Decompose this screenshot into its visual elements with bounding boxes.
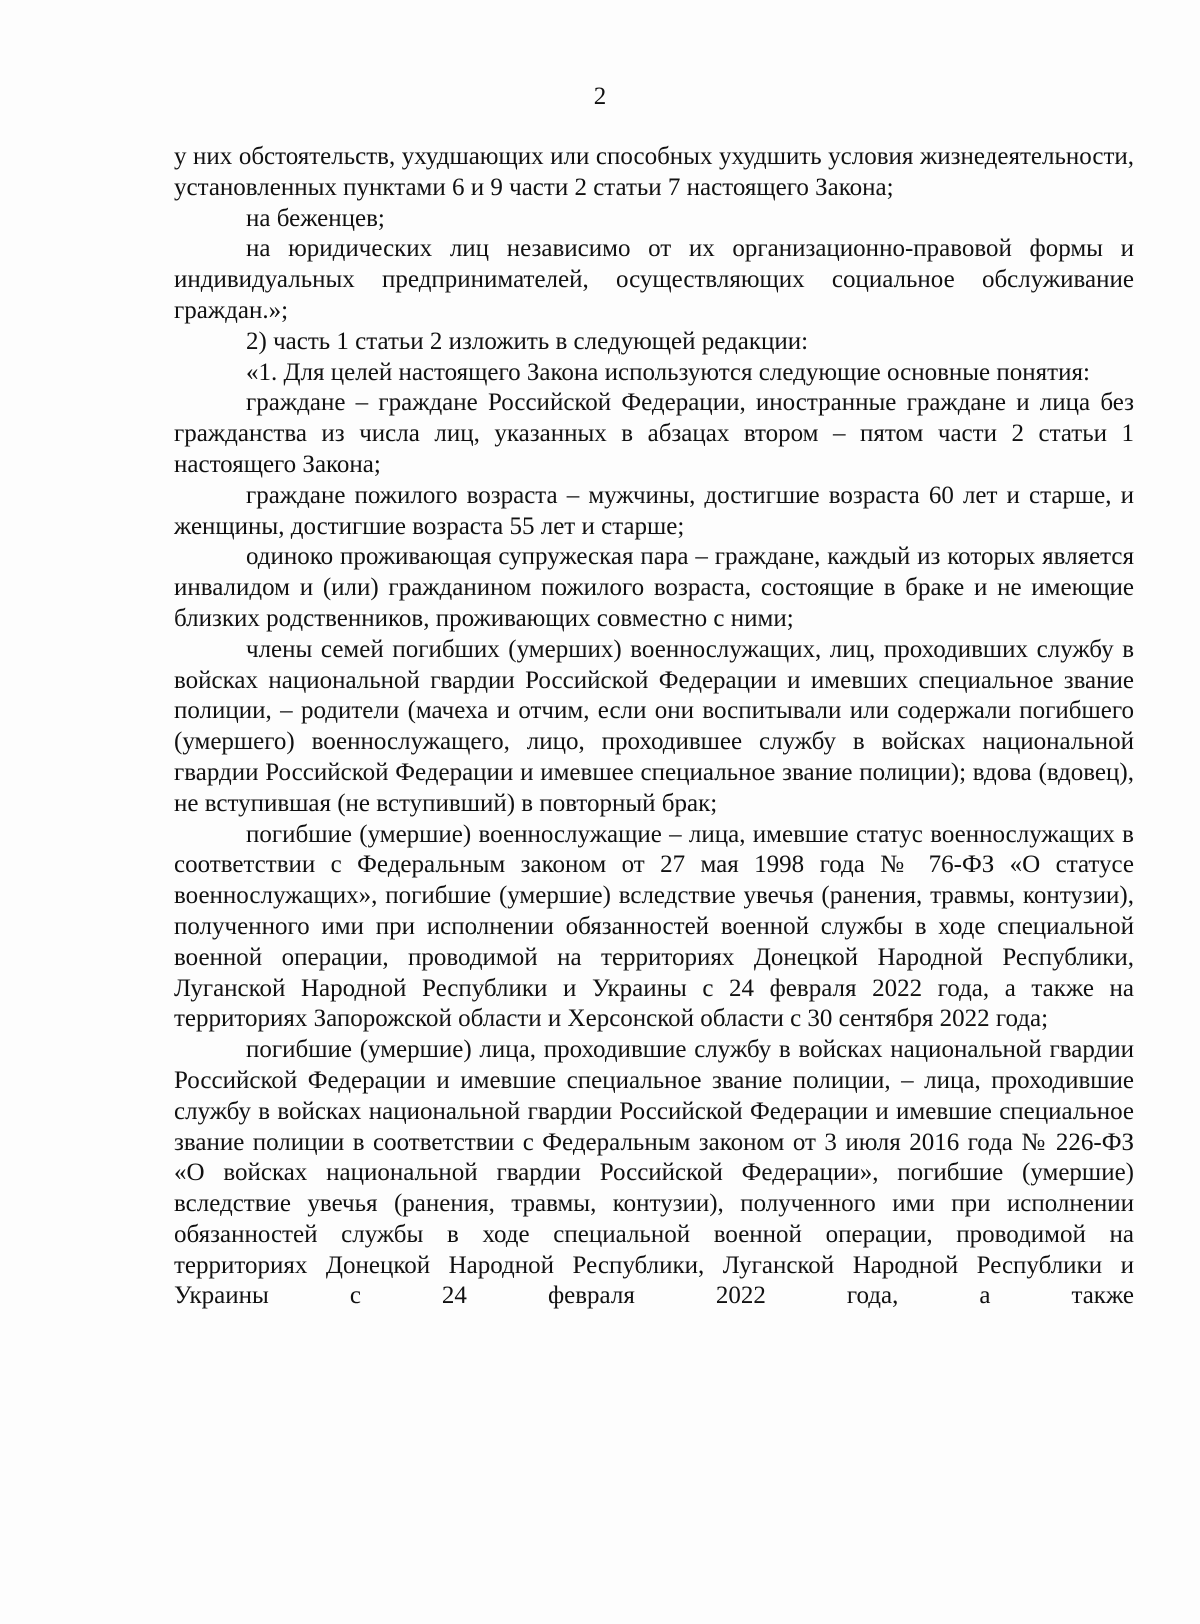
paragraph-refugees: на беженцев;	[246, 204, 385, 232]
paragraph-amendment-item-2: 2) часть 1 статьи 2 изложить в следующей редакции:	[246, 327, 809, 355]
paragraph-definitions-intro: «1. Для целей настоящего Закона используются следующие основные понятия:	[246, 358, 1090, 386]
paragraph-definition-family-members: члены семей погибших (умерших) военнослужащих, лиц, проходивших службу в войсках национальной гвардии Российской Федерации и имевших специальное звание полиции, – родители (мачеха и отчим, если они воспитывали или содержали погибшего (умершего) военнослужащего, лицо, проходившее службу в войсках национальной гвардии Российской Федерации и имевшее специальное звание полиции); вдова (вдовец), не вступившая (не вступивший) в повторный брак;	[174, 635, 1134, 817]
paragraph-legal-entities: на юридических лиц независимо от их организационно-правовой формы и индивидуальных предпринимателей, осуществляющих социальное обслуживание граждан.»;	[174, 235, 1134, 324]
document-body	[174, 142, 1134, 1312]
paragraph-definition-national-guard: погибшие (умершие) лица, проходившие службу в войсках национальной гвардии Российской Федерации и имевшие специальное звание полиции, – лица, проходившие службу в войсках национальной гвардии Российской Федерации и имевшие специальное звание полиции в соответствии с Федеральным законом от 3 июля 2016 года № 226-ФЗ «О войсках национальной гвардии Российской Федерации», погибшие (умершие) вследствие увечья (ранения, травмы, контузии), полученного ими при исполнении обязанностей службы в ходе специальной военной операции, проводимой на территориях Донецкой Народной Республики, Луганской Народной Республики и Украины с 24 февраля 2022 года, а также	[174, 1036, 1134, 1310]
paragraph-definition-elderly: граждане пожилого возраста – мужчины, достигшие возраста 60 лет и старше, и женщины, достигшие возраста 55 лет и старше;	[174, 481, 1134, 540]
paragraph-definition-citizens: граждане – граждане Российской Федерации, иностранные граждане и лица без гражданства из числа лиц, указанных в абзацах втором – пятом части 2 статьи 1 настоящего Закона;	[174, 389, 1134, 478]
page-number: 2	[593, 83, 607, 110]
paragraph-definition-couple: одиноко проживающая супружеская пара – граждане, каждый из которых является инвалидом и (или) гражданином пожилого возраста, состоящие в браке и не имеющие близких родственников, проживающих совместно с ними;	[174, 543, 1134, 632]
paragraph-definition-servicemen: погибшие (умершие) военнослужащие – лица, имевшие статус военнослужащих в соответствии с Федеральным законом от 27 мая 1998 года № 76-ФЗ «О статусе военнослужащих», погибшие (умершие) вследствие увечья (ранения, травмы, контузии), полученного ими при исполнении обязанностей военной службы в ходе специальной военной операции, проводимой на территориях Донецкой Народной Республики, Луганской Народной Республики и Украины с 24 февраля 2022 года, а также на территориях Запорожской области и Херсонской области с 30 сентября 2022 года;	[174, 820, 1134, 1033]
paragraph-continuation: у них обстоятельств, ухудшающих или способных ухудшить условия жизнедеятельности, установленных пунктами 6 и 9 части 2 статьи 7 настоящего Закона;	[174, 143, 1134, 201]
